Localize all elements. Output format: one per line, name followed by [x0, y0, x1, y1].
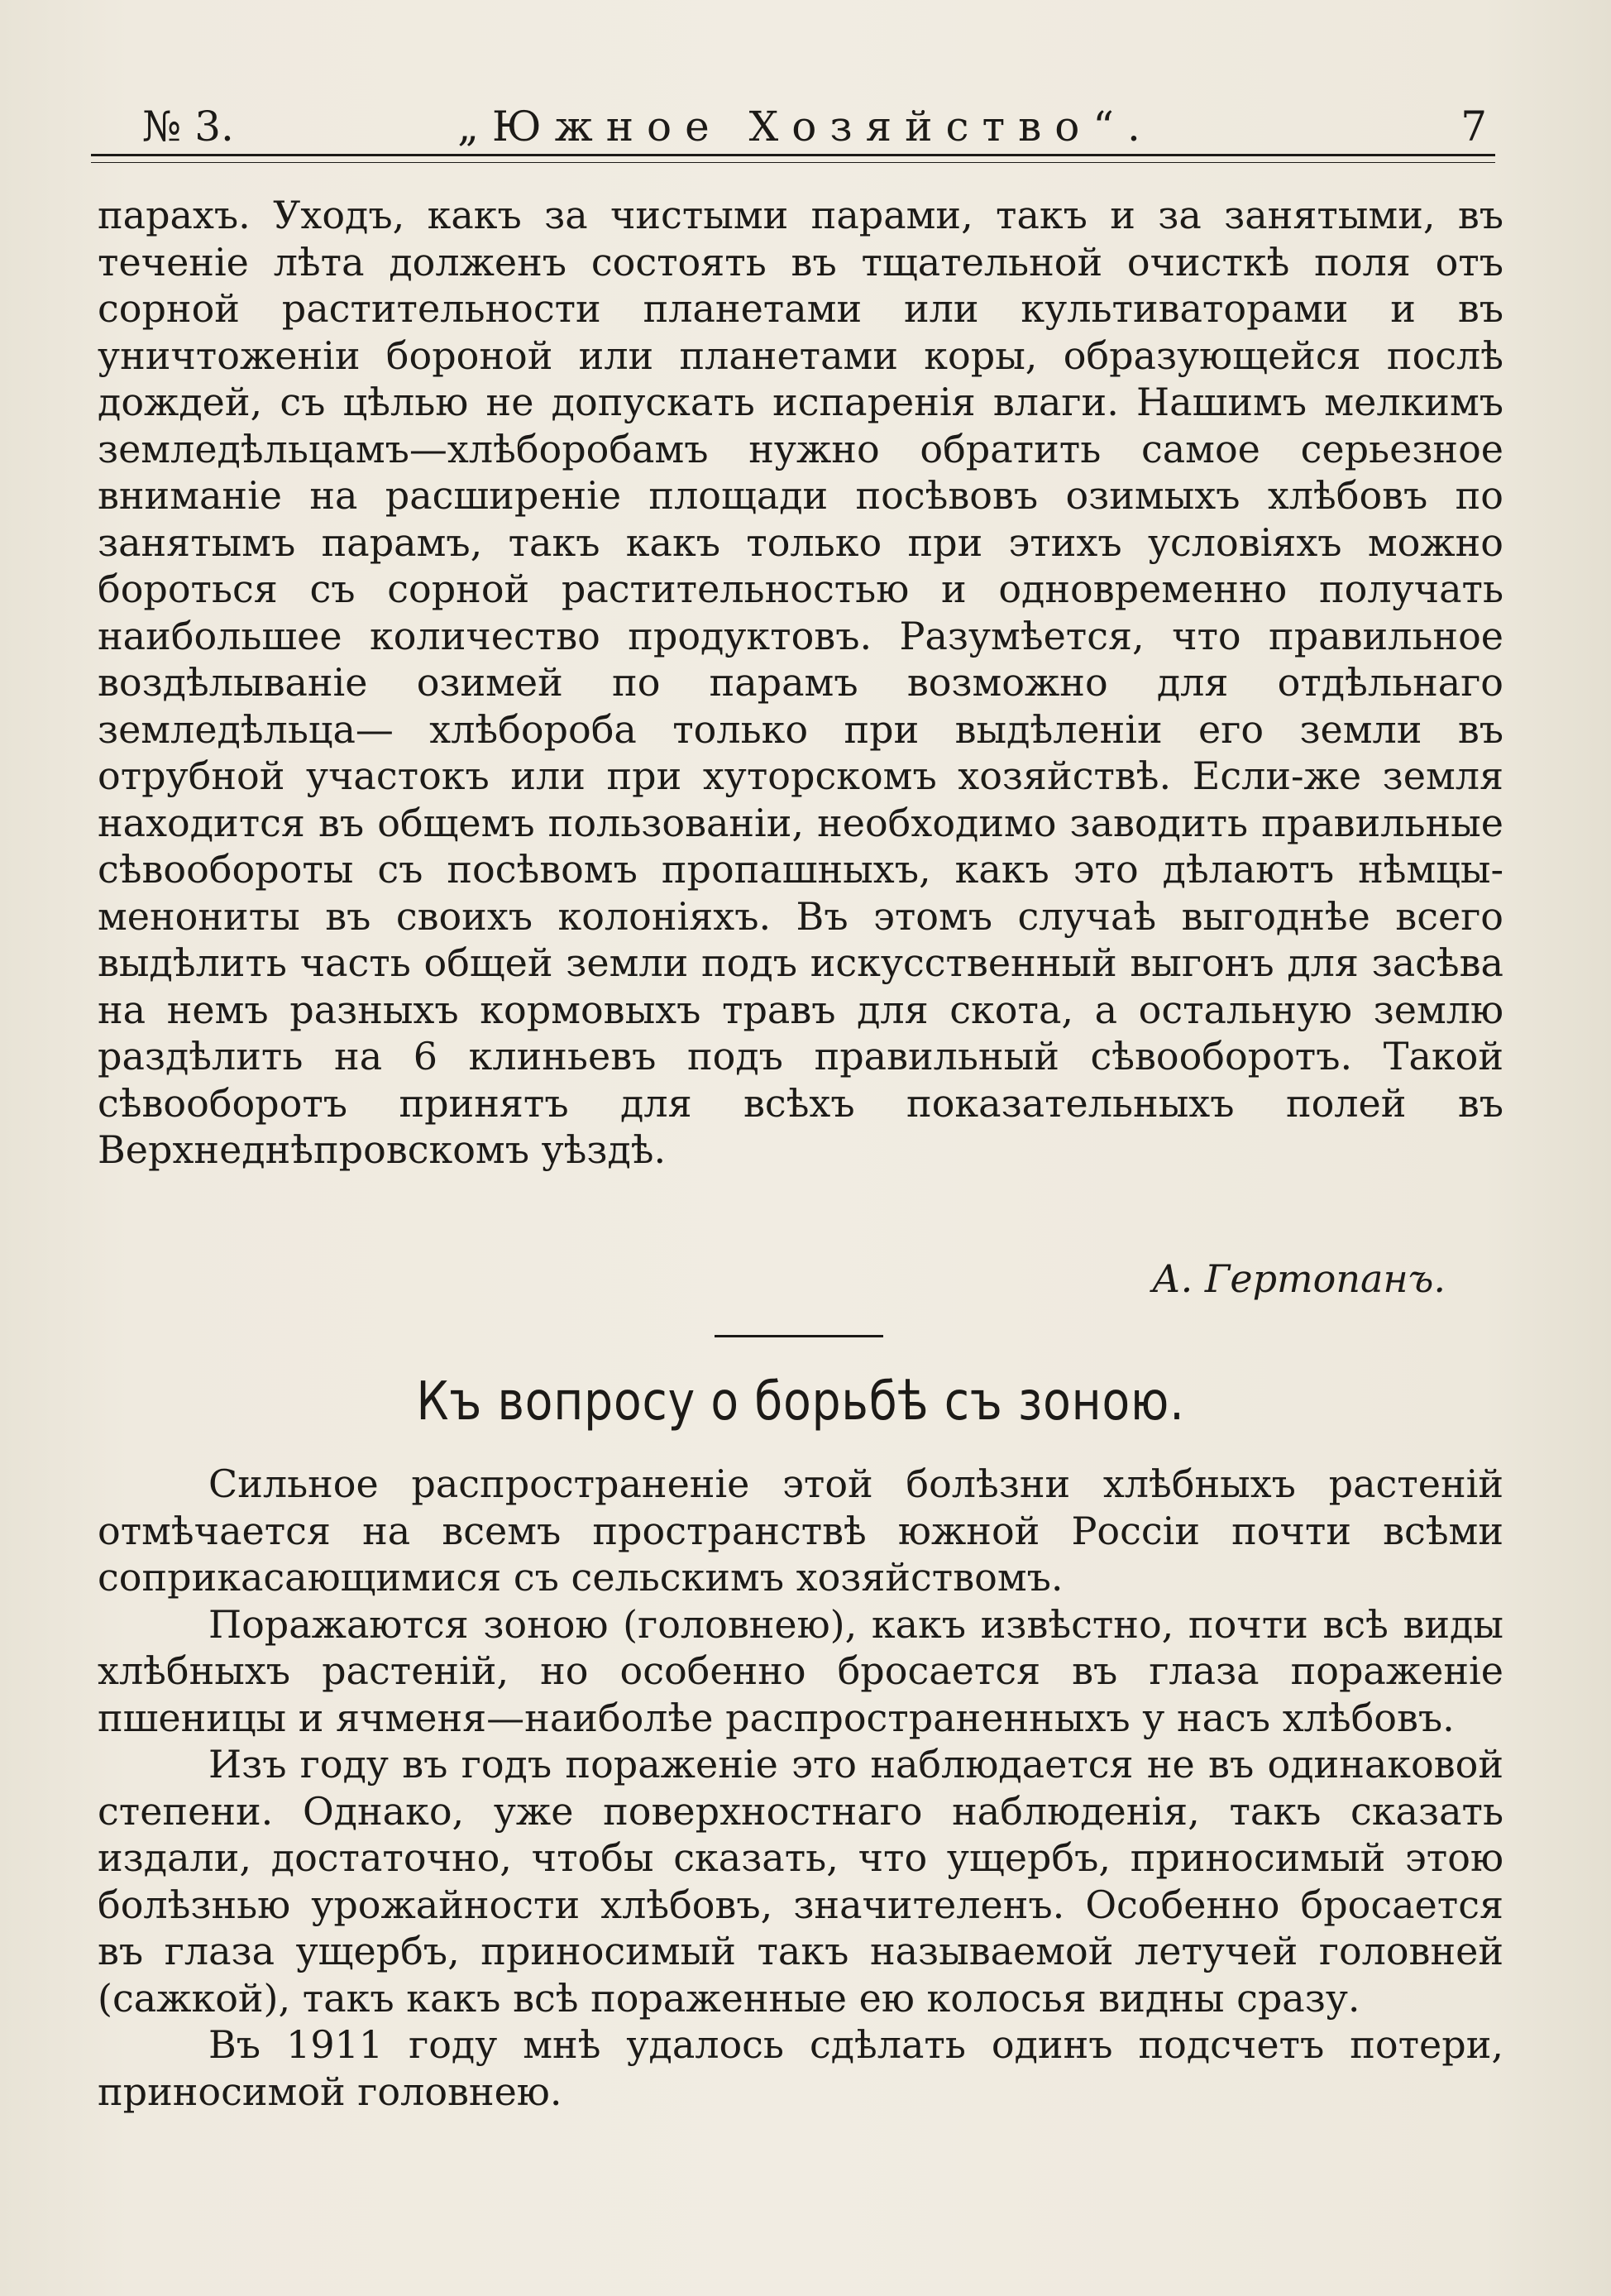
- author-signature: А. Гертопанъ.: [1151, 1256, 1446, 1301]
- paragraph: Изъ году въ годъ пораженіе это наблюдается не въ одинаковой степени. Однако, уже поверхностнаго наблюденія, такъ сказать издали, достаточно, чтобы сказать, что ущербъ, приносимый этою болѣзнью урожайности хлѣбовъ, значителенъ. Особенно бросается въ глаза ущербъ, приносимый такъ называемой летучей головней (сажкой), такъ какъ всѣ пораженные ею колосья видны сразу.: [98, 1742, 1503, 2021]
- header-rule: [91, 154, 1495, 156]
- article-body: [98, 1461, 1503, 2115]
- issue-number: № 3.: [142, 103, 234, 151]
- page-number: 7: [1460, 103, 1487, 151]
- header-rule-thin: [91, 162, 1495, 163]
- journal-title: „Южное Хозяйство“.: [457, 103, 1154, 151]
- paragraph: парахъ. Уходъ, какъ за чистыми парами, такъ и за занятыми, въ теченіе лѣта долженъ состоять въ тщательной очисткѣ поля отъ сорной растительности планетами или культиваторами и въ уничтоженіи бороной или планетами коры, образующейся послѣ дождей, съ цѣлью не допускать испаренія влаги. Нашимъ мелкимъ земледѣльцамъ—хлѣборобамъ нужно обратить самое серьезное вниманіе на расширеніе площади посѣвовъ озимыхъ хлѣбовъ по занятымъ парамъ, такъ какъ только при этихъ условіяхъ можно бороться съ сорной растительностью и одновременно получать наибольшее количество продуктовъ. Разумѣется, что правильное воздѣлываніе озимей по парамъ возможно для отдѣльнаго земледѣльца— хлѣбороба только при выдѣленіи его земли въ отрубной участокъ или при хуторскомъ хозяйствѣ. Если-же земля находится въ общемъ пользованіи, необходимо заводить правильные сѣвообороты съ посѣвомъ пропашныхъ, какъ это дѣлаютъ нѣмцы-менониты въ своихъ колоніяхъ. Въ этомъ случаѣ выгоднѣе всего выдѣлить часть общей земли подъ искусственный выгонъ для засѣва на немъ разныхъ кормовыхъ травъ для скота, а остальную землю раздѣлить на 6 клиньевъ подъ правильный сѣвооборотъ. Такой сѣвооборотъ принятъ для всѣхъ показательныхъ полей въ Верхнеднѣпровскомъ уѣздѣ.: [98, 193, 1503, 1172]
- article-continuation: [98, 192, 1503, 1174]
- paragraph: Въ 1911 году мнѣ удалось сдѣлать одинъ подсчетъ потери, приносимой головнею.: [98, 2022, 1503, 2114]
- paragraph: Сильное распространеніе этой болѣзни хлѣбныхъ растеній отмѣчается на всемъ пространствѣ южной Россіи почти всѣми соприкасающимися съ сельскимъ хозяйствомъ.: [98, 1461, 1503, 1600]
- article-title: Къ вопросу о борьбѣ съ зоною.: [416, 1371, 1185, 1433]
- paragraph: Поражаются зоною (головнею), какъ извѣстно, почти всѣ виды хлѣбныхъ растеній, но особенно бросается въ глаза пораженіе пшеницы и ячменя—наиболѣе распространенныхъ у насъ хлѣбовъ.: [98, 1601, 1503, 1740]
- section-divider: [715, 1335, 883, 1337]
